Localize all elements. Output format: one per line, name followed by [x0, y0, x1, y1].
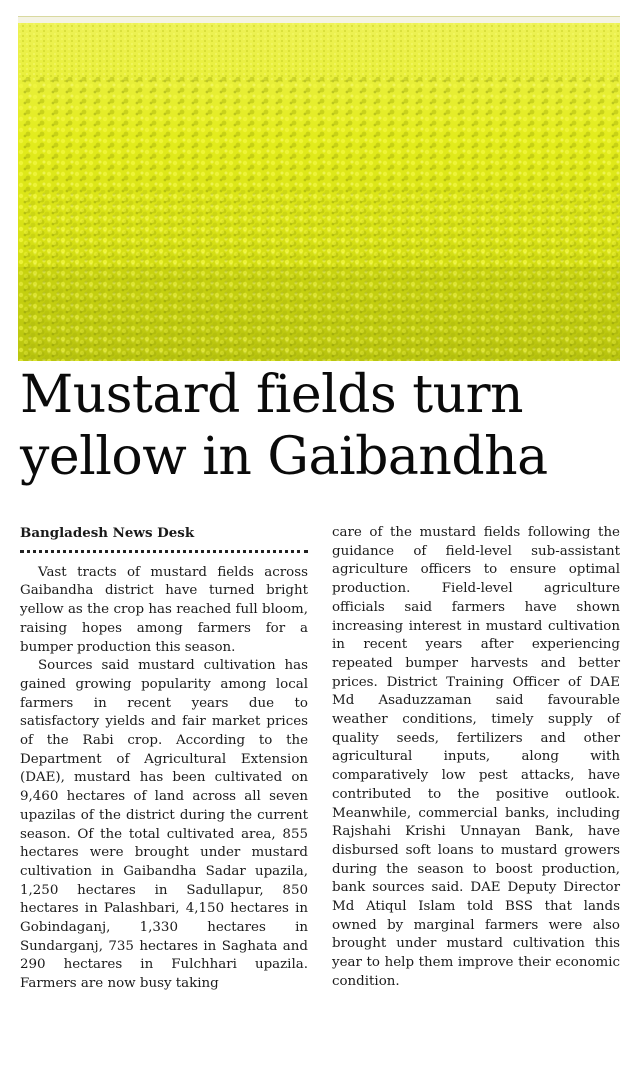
article-column-right: [332, 524, 620, 992]
article-paragraph-3: care of the mustard fields following the guidance of field-level sub-assistant agriculture officers to ensure optimal production. Field-level agriculture officials said farmers have shown increasing interest in mustard cultivation in recent years after experiencing repeated bumper harvests and better prices. District Training Officer of DAE Md Asaduzzaman said favourable weather conditions, timely supply of quality seeds, fertilizers and other agricultural inputs, along with comparatively low pest attacks, have contributed to the positive outlook. Meanwhile, commercial banks, including Rajshahi Krishi Unnayan Bank, have disbursed soft loans to mustard growers during the season to boost production, bank sources said. DAE Deputy Director Md Atiqul Islam told BSS that lands owned by marginal farmers were also brought under mustard cultivation this year to help them improve their economic condition.: [332, 525, 620, 989]
headline-line-2: yellow in Gaibandha: [20, 427, 548, 487]
article-paragraph-1: Vast tracts of mustard fields across Gaibandha district have turned bright yellow as the crop has reached full bloom, raising hopes among farmers for a bumper production this season.: [20, 564, 308, 655]
byline: Bangladesh News Desk: [20, 524, 308, 553]
article-paragraph-2: Sources said mustard cultivation has gained growing popularity among local farmers in recent years due to satisfactory yields and fair market prices of the Rabi crop. According to the Department of Agricultural Extension (DAE), mustard has been cultivated on 9,460 hectares of land across all seven upazilas of the district during the current season. Of the total cultivated area, 855 hectares were brought under mustard cultivation in Gaibandha Sadar upazila, 1,250 hectares in Sadullapur, 850 hectares in Palashbari, 4,150 hectares in Gobindaganj, 1,330 hectares in Sundarganj, 735 hectares in Saghata and 290 hectares in Fulchhari upazila. Farmers are now busy taking: [20, 658, 308, 992]
mustard-field-photo: [18, 16, 620, 361]
article-column-left: [20, 524, 308, 994]
mustard-field-image: [18, 17, 620, 361]
headline: [20, 364, 620, 488]
headline-line-1: Mustard fields turn: [20, 365, 524, 425]
